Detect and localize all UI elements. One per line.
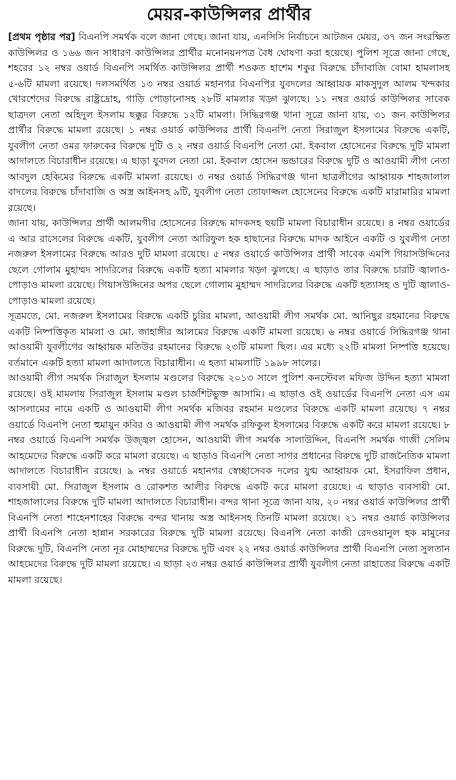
article-body xyxy=(8,30,450,776)
continued-marker: [প্রথম পৃষ্ঠার পর] xyxy=(8,32,76,43)
article-paragraph xyxy=(8,216,450,309)
article-paragraph xyxy=(8,309,450,371)
paragraph-text: বিএনপি সমর্থক বলে জানা গেছে। জানা যায়, এনসিসি নির্বাচনে আটজন মেয়র, ৩৭ জন সংরক্ষিত কাউন্সিলর ও ১৬৬ জন সাধারণ কাউন্সিলর প্রার্থীর মনোনয়নপত্র বৈধ ঘোষণা করা হয়েছে। পুলিশ সূত্রে জানা গেছে, শহরের ১২ নম্বর ওয়ার্ড বিএনপি সমর্থিত কাউন্সিলর প্রার্থী শওকত হাশেম শকুর বিরুদ্ধে চাঁদাবাজি বোমা হামলাসহ ৫-৬টি মামলা রয়েছে। দলসমর্থিত ১৩ নম্বর ওয়ার্ড মহানগর বিএনপির যুবদলের আহ্বায়ক মাকসুদুল আলম খন্দকার খোরশেদের বিরুদ্ধে রাষ্ট্রদ্রোহ, গাড়ি পোড়ানোসহ ২৮টি মামলার খড়্গ ঝুলছে। ১১ নম্বর ওয়ার্ড কাউন্সিলর সাবেক ছাত্রদল নেতা অহিদুল ইসলাম ছক্কুর বিরুদ্ধে ১২টি মামলা। সিদ্ধিরগঞ্জ থানা সূত্রে জানা যায়, ৩১ জন কাউন্সিলর প্রার্থীর বিরুদ্ধে মামলা রয়েছে। ১ নম্বর ওয়ার্ড কাউন্সিলর প্রার্থী বিএনপি নেতা সিরাজুল ইসলামের বিরুদ্ধে একটি, যুবলীগ নেতা ওমর ফারুকের বিরুদ্ধে দুটি ও ২ নম্বর ওয়ার্ড বিএনপি নেতা মো. ইকবাল হোসেনের বিরুদ্ধে দুটি মামলা আদালতে বিচারাধীন রয়েছে। এ ছাড়া যুবদল নেতা মো. ইকবাল হোসেন ভন্ডারের বিরুদ্ধে দুটি ও আওয়ামী লীগ নেতা আবদুল হেকিমের বিরুদ্ধে একটি মামলা রয়েছে। ৩ নম্বর ওয়ার্ড সিদ্ধিরগঞ্জ থানা ছাত্রলীগের আহ্বায়ক শাহজালাল বাদলের বিরুদ্ধে চাঁদাবাজি ও অস্ত্র আইনসহ ৯টি, যুবলীগ নেতা তোফাজ্জল হোসেনের বিরুদ্ধে একটি মারামারির মামলা রয়েছে। xyxy=(8,32,450,214)
article-paragraph xyxy=(8,371,450,588)
paragraph-text: সূত্রমতে, মো. নজরুল ইসলামের বিরুদ্ধে একটি চুরির মামলা, আওয়ামী লীগ সমর্থক মো. আনিছুর রহমানের বিরুদ্ধে একটি নিষ্পত্তিকৃত মামলা ও মো. জাহাঙ্গীর আলমের বিরুদ্ধে একটি মামলা রয়েছে। ৬ নম্বর ওয়ার্ডে সিদ্ধিরগঞ্জ থানা আওয়ামী যুবলীগের আহ্বায়ক মতিউর রহমানের বিরুদ্ধে ২৩টি মামলা ছিল। এর মধ্যে ২২টি মামলা নিষ্পত্তি হয়েছে। বর্তমানে একটি হত্যা মামলা আদালতে বিচারাধীন। এ হত্যা মামলাটি ১৯৯৮ সালের। xyxy=(8,311,450,369)
paragraph-text: আওয়ামী লীগ সমর্থক সিরাজুল ইসলাম মণ্ডলের বিরুদ্ধে ২০১৩ সালে পুলিশ কনস্টেবল মফিজ উদ্দিন হত্যা মামলা রয়েছে। ওই মামলায় সিরাজুল ইসলাম মণ্ডল চার্জশিটভুক্ত আসামি। এ ছাড়াও ওই ওয়ার্ডের বিএনপি নেতা এস এম আসলামের নামে একটি ও আওয়ামী লীগ সমর্থক মজিবর রহমান মণ্ডলের বিরুদ্ধে একটি মামলা রয়েছে। ৭ নম্বর ওয়ার্ডে বিএনপি নেতা হুমায়ুন কবির ও আওয়ামী লীগ সমর্থক রফিকুল ইসলামের বিরুদ্ধে একটি করে মামলা রয়েছে। ৮ নম্বর ওয়ার্ডে বিএনপি সমর্থক উজ্জ্বল হোসেন, আওয়ামী লীগ সমর্থক সালাউদ্দিন, বিএনপি সমর্থক গাজী সেলিম আহমেদের বিরুদ্ধে একটি করে মামলা রয়েছে। এ ছাড়াও বিএনপি নেতা সাগর প্রধানের বিরুদ্ধে দুটি রাজনৈতিক মামলা আদালতে বিচারাধীন রয়েছে। ৯ নম্বর ওয়ার্ডে মহানগর স্বেচ্ছাসেবক দলের যুগ্ম আহ্বায়ক মো. ইসরাফিল প্রধান, ব্যবসায়ী মো. সিরাজুল ইসলাম ও রোকশত আলীর বিরুদ্ধে একটি করে মামলা রয়েছে। এ ছাড়াও ব্যবসায়ী মো. শাহজালালের বিরুদ্ধে দুটি মামলা আদালতে বিচারাধীন। বন্দর থানা সূত্রে জানা যায়, ২০ নম্বর ওয়ার্ড কাউন্সিলর প্রার্থী বিএনপি নেতা শাহেনশাহের বিরুদ্ধে বন্দর থানায় অস্ত্র আইনসহ তিনটি মামলা রয়েছে। ২১ নম্বর ওয়ার্ড কাউন্সিলর প্রার্থী বিএনপি নেতা হান্নান সরকারের বিরুদ্ধে দুটি মামলা রয়েছে। বিএনপি নেতা কাজী রেদওয়ানুল হক মামুনের বিরুদ্ধে দুটি, বিএনপি নেতা নূর মোহাম্মদের বিরুদ্ধে দুটি এবং ২২ নম্বর ওয়ার্ড কাউন্সিলর প্রার্থী বিএনপি নেতা সুলতান আহমেদের বিরুদ্ধে দুটি মামলা রয়েছে। এ ছাড়া ২৩ নম্বর ওয়ার্ড কাউন্সিলর প্রার্থী যুবলীগ নেতা রাহাতের বিরুদ্ধে একটি মামলা রয়েছে। xyxy=(8,373,450,586)
article-paragraph xyxy=(8,30,450,216)
headline: মেয়র-কাউন্সিলর প্রার্থীর xyxy=(146,5,312,25)
paragraph-text: জানা যায়, কাউন্সিলর প্রার্থী আলমগীর হোসেনের বিরুদ্ধে মাদকসহ ছয়টি মামলা বিচারাধীন রয়েছে। ৪ নম্বর ওয়ার্ডের এ আর রাসেলের বিরুদ্ধে একটি, যুবলীগ নেতা আরিফুল হক হাছানের বিরুদ্ধে মাদক আইনে একটি ও যুবলীগ নেতা নজরুল ইসলামের বিরুদ্ধে আরও দুটি মামলা রয়েছে। ৫ নম্বর ওয়ার্ডে কাউন্সিলর প্রার্থী সাবেক এমপি গিয়াসউদ্দিনের ছেলে গোলাম মুহাম্মদ সাদরিলের বিরুদ্ধে একটি হত্যা মামলার খড়্গ ঝুলছে। এ ছাড়াও তার বিরুদ্ধে চারটি জ্বালাও-পোড়াও মামলা রয়েছে। গিয়াসউদ্দিনের অপর ছেলে গোলাম মুহাম্মদ সাদরিলের বিরুদ্ধে একটি হত্যাসহ ও দুটি জ্বালাও-পোড়াও মামলা রয়েছে। xyxy=(8,218,450,307)
